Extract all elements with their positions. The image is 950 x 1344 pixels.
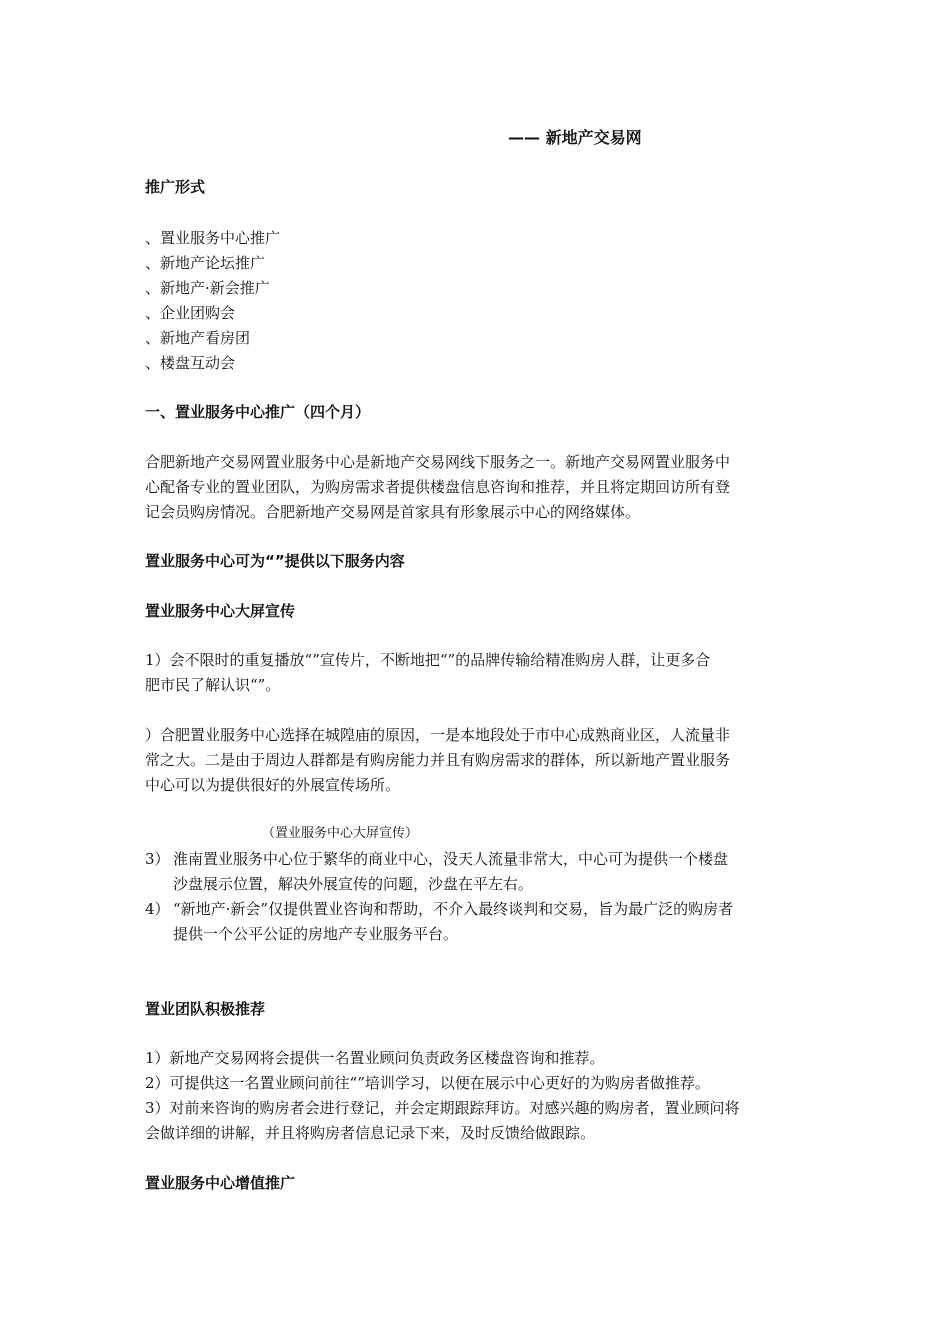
team-line: 1）新地产交易网将会提供一名置业顾问负责政务区楼盘咨询和推荐。 [145, 1049, 605, 1067]
section1-heading: 一、置业服务中心推广（四个月） [145, 403, 371, 421]
promo-item: 、新地产论坛推广 [145, 254, 266, 272]
team-heading: 置业团队积极推荐 [145, 1000, 266, 1018]
value-heading: 置业服务中心增值推广 [145, 1174, 296, 1192]
bigscreen-heading: 置业服务中心大屏宣传 [145, 602, 296, 620]
promo-item: 、企业团购会 [145, 304, 236, 322]
promo-item: 、置业服务中心推广 [145, 229, 281, 247]
intro-line: 合肥新地产交易网置业服务中心是新地产交易网线下服务之一。新地产交易网置业服务中 [145, 453, 731, 471]
promo-item: 、新地产·新会推广 [145, 279, 270, 297]
item-number: 3） [145, 850, 170, 868]
paragraph-line: 1）会不限时的重复播放“”宣传片，不断地把“”的品牌传输给精准购房人群，让更多合 [145, 651, 711, 669]
image-caption: （置业服务中心大屏宣传） [262, 826, 419, 841]
promo-item: 、新地产看房团 [145, 329, 251, 347]
numbered-item-4 [145, 897, 733, 922]
team-line: 2）可提供这一名置业顾问前往“”培训学习，以便在展示中心更好的为购房者做推荐。 [145, 1074, 710, 1092]
document-subtitle: —— 新地产交易网 [508, 128, 642, 147]
paragraph-line: 常之大。二是由于周边人群都是有购房能力并且有购房需求的群体，所以新地产置业服务 [145, 751, 731, 769]
services-heading: 置业服务中心可为“”提供以下服务内容 [145, 552, 405, 570]
paragraph-line: ）合肥置业服务中心选择在城隍庙的原因，一是本地段处于市中心成熟商业区，人流量非 [145, 726, 731, 744]
item-continuation: 提供一个公平公证的房地产专业服务平台。 [173, 925, 459, 943]
item-text: 淮南置业服务中心位于繁华的商业中心，没天人流量非常大，中心可为提供一个楼盘 [173, 850, 729, 868]
paragraph-line: 中心可以为提供很好的外展宣传场所。 [145, 776, 401, 794]
numbered-item-3 [145, 847, 728, 872]
item-number: 4） [145, 900, 170, 918]
intro-line: 心配备专业的置业团队，为购房需求者提供楼盘信息咨询和推荐，并且将定期回访所有登 [145, 478, 731, 496]
item-text: “新地产·新会”仅提供置业咨询和帮助，不介入最终谈判和交易，旨为最广泛的购房者 [173, 900, 734, 918]
item-continuation: 沙盘展示位置，解决外展宣传的问题，沙盘在平左右。 [173, 875, 534, 893]
team-line: 3）对前来咨询的购房者会进行登记，并会定期跟踪拜访。对感兴趣的购房者，置业顾问将 [145, 1099, 740, 1117]
promo-heading: 推广形式 [145, 178, 206, 196]
promo-item: 、楼盘互动会 [145, 354, 236, 372]
intro-line: 记会员购房情况。合肥新地产交易网是首家具有形象展示中心的网络媒体。 [145, 503, 641, 521]
team-line: 会做详细的讲解，并且将购房者信息记录下来，及时反馈给做跟踪。 [145, 1124, 596, 1142]
paragraph-line: 肥市民了解认识“”。 [145, 676, 281, 694]
